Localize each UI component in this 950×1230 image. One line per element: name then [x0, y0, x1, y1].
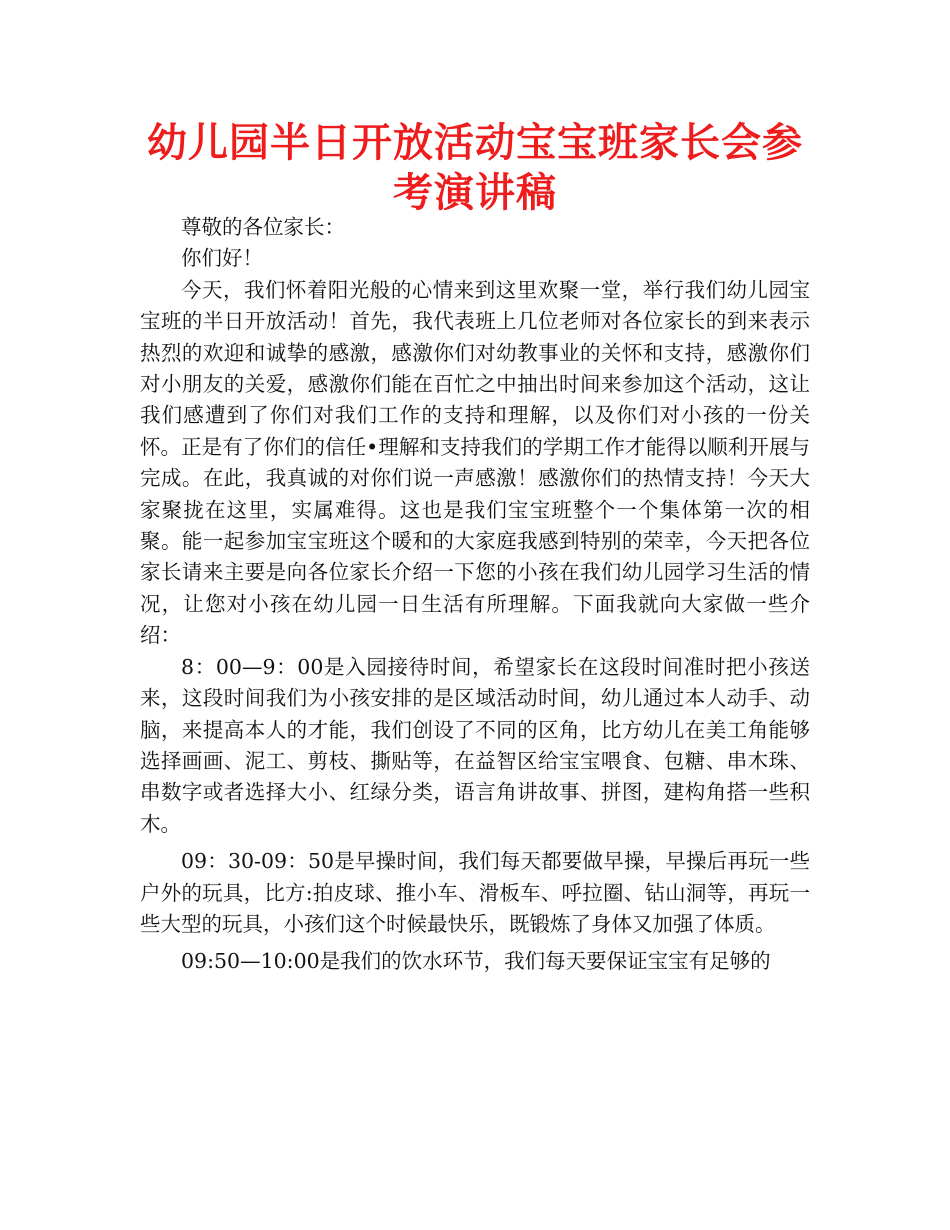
hello-paragraph: 你们好！ [181, 246, 263, 271]
greeting-paragraph: 尊敬的各位家长： [181, 215, 345, 239]
schedule-paragraph-water: 09:50—10:00是我们的饮水环节，我们每天要保证宝宝有足够的 [181, 949, 771, 974]
schedule-paragraph-arrival: 8：00—9：00是入园接待时间，希望家长在这段时间准时把小孩送来，这段时间我们为小孩安排的是区域活动时间，幼儿通过本人动手、动脑，来提高本人的才能，我们创设了不同的区角，比方幼儿在美工角能够选择画画、泥工、剪枝、撕贴等，在益智区给宝宝喂食、包糖、串木珠、串数字或者选择大小、红绿分类，语言角讲故事、拼图，建构角搭一些积木。 [140, 654, 810, 836]
schedule-paragraph-exercise: 09：30-09：50是早操时间，我们每天都要做早操，早操后再玩一些户外的玩具，比方:拍皮球、推小车、滑板车、呼拉圈、钻山洞等，再玩一些大型的玩具，小孩们这个时候最快乐，既锻炼了身体又加强了体质。 [140, 849, 810, 936]
document-title: 幼儿园半日开放活动宝宝班家长会参考演讲稿 [147, 120, 803, 216]
intro-paragraph: 今天，我们怀着阳光般的心情来到这里欢聚一堂，举行我们幼儿园宝宝班的半日开放活动！首先，我代表班上几位老师对各位家长的到来表示热烈的欢迎和诚挚的感激，感激你们对幼教事业的关怀和支持，感激你们对小朋友的关爱，感激你们能在百忙之中抽出时间来参加这个活动，这让我们感遭到了你们对我们工作的支持和理解，以及你们对小孩的一份关怀。正是有了你们的信任•理解和支持我们的学期工作才能得以顺利开展与完成。在此，我真诚的对你们说一声感激！感激你们的热情支持！今天大家聚拢在这里，实属难得。这也是我们宝宝班整个一个集体第一次的相聚。能一起参加宝宝班这个暖和的大家庭我感到特别的荣幸，今天把各位家长请来主要是向各位家长介绍一下您的小孩在我们幼儿园学习生活的情况，让您对小孩在幼儿园一日生活有所理解。下面我就向大家做一些介绍： [140, 277, 810, 648]
document-body [140, 212, 810, 978]
